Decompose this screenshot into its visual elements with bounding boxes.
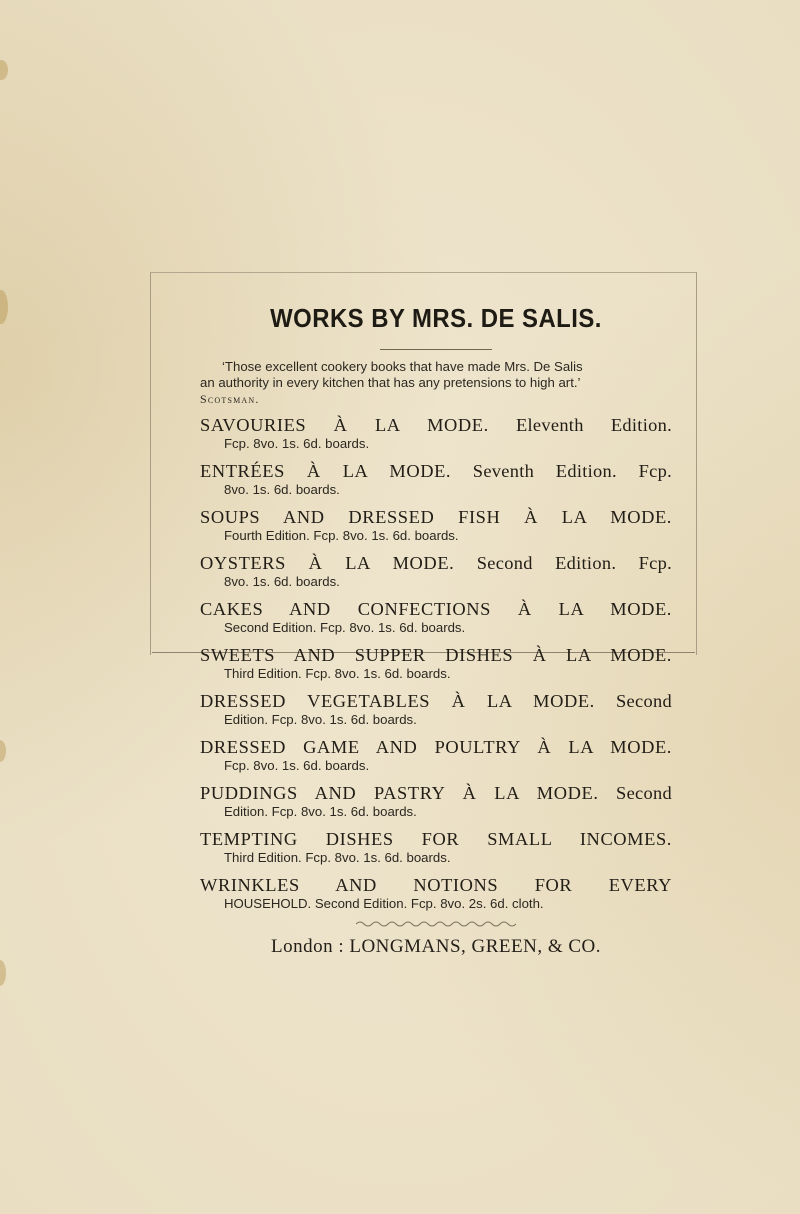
book-details: Third Edition. Fcp. 8vo. 1s. 6d. boards.: [224, 850, 451, 865]
book-entry: [200, 828, 672, 866]
book-details: 8vo. 1s. 6d. boards.: [224, 482, 340, 497]
book-details: 8vo. 1s. 6d. boards.: [224, 574, 340, 589]
paper-stain: [0, 60, 8, 80]
advertisement-page: [200, 302, 672, 959]
book-entry: [200, 460, 672, 498]
book-edition: Second: [616, 691, 672, 711]
book-title: WRINKLES AND NOTIONS FOR EVERY: [200, 875, 672, 895]
book-details: Fourth Edition. Fcp. 8vo. 1s. 6d. boards.: [224, 528, 459, 543]
book-details: Second Edition. Fcp. 8vo. 1s. 6d. boards.: [224, 620, 466, 635]
book-details: Edition. Fcp. 8vo. 1s. 6d. boards.: [224, 804, 417, 819]
book-entry: [200, 414, 672, 452]
book-title: DRESSED VEGETABLES À LA MODE.: [200, 691, 595, 711]
book-title: PUDDINGS AND PASTRY À LA MODE.: [200, 783, 599, 803]
book-title: ENTRÉES À LA MODE.: [200, 461, 452, 481]
paper-stain: [0, 960, 6, 986]
book-details: HOUSEHOLD. Second Edition. Fcp. 8vo. 2s. 6d. cloth.: [224, 896, 544, 911]
quote-source: Scotsman.: [200, 392, 260, 406]
book-list: [200, 414, 672, 912]
book-title: SWEETS AND SUPPER DISHES À LA MODE.: [200, 645, 672, 665]
book-entry: [200, 506, 672, 544]
book-entry: [200, 598, 672, 636]
book-title: SAVOURIES À LA MODE.: [200, 415, 489, 435]
paper-stain: [0, 740, 6, 762]
quote-line-2: an authority in every kitchen that has any pretensions to high art.’: [200, 375, 581, 390]
book-details: Fcp. 8vo. 1s. 6d. boards.: [224, 758, 370, 773]
book-entry: [200, 690, 672, 728]
book-details: Edition. Fcp. 8vo. 1s. 6d. boards.: [224, 712, 417, 727]
wavy-divider: [200, 920, 672, 931]
book-title: CAKES AND CONFECTIONS À LA MODE.: [200, 599, 672, 619]
book-title: DRESSED GAME AND POULTRY À LA MODE.: [200, 737, 672, 757]
book-edition: Second: [616, 783, 672, 803]
publisher-imprint: London : LONGMANS, GREEN, & CO.: [270, 936, 602, 957]
wavy-ornament: [356, 920, 516, 928]
book-edition: Second Edition. Fcp.: [476, 553, 672, 573]
book-entry: [200, 782, 672, 820]
title-divider: [380, 349, 492, 350]
book-title: OYSTERS À LA MODE.: [200, 553, 455, 573]
book-edition: Eleventh Edition.: [515, 415, 672, 435]
paper-stain: [0, 290, 8, 324]
book-details: Fcp. 8vo. 1s. 6d. boards.: [224, 436, 370, 451]
book-entry: [200, 552, 672, 590]
book-entry: [200, 736, 672, 774]
book-entry: [200, 874, 672, 912]
page-title: WORKS BY MRS. DE SALIS.: [270, 303, 602, 333]
book-title: SOUPS AND DRESSED FISH À LA MODE.: [200, 507, 672, 527]
quote-line-1: ‘Those excellent cookery books that have made Mrs. De Salis: [222, 359, 583, 374]
book-entry: [200, 644, 672, 682]
book-title: TEMPTING DISHES FOR SMALL INCOMES.: [200, 829, 672, 849]
book-edition: Seventh Edition. Fcp.: [472, 461, 672, 481]
book-details: Third Edition. Fcp. 8vo. 1s. 6d. boards.: [224, 666, 451, 681]
press-quote: [200, 359, 672, 407]
